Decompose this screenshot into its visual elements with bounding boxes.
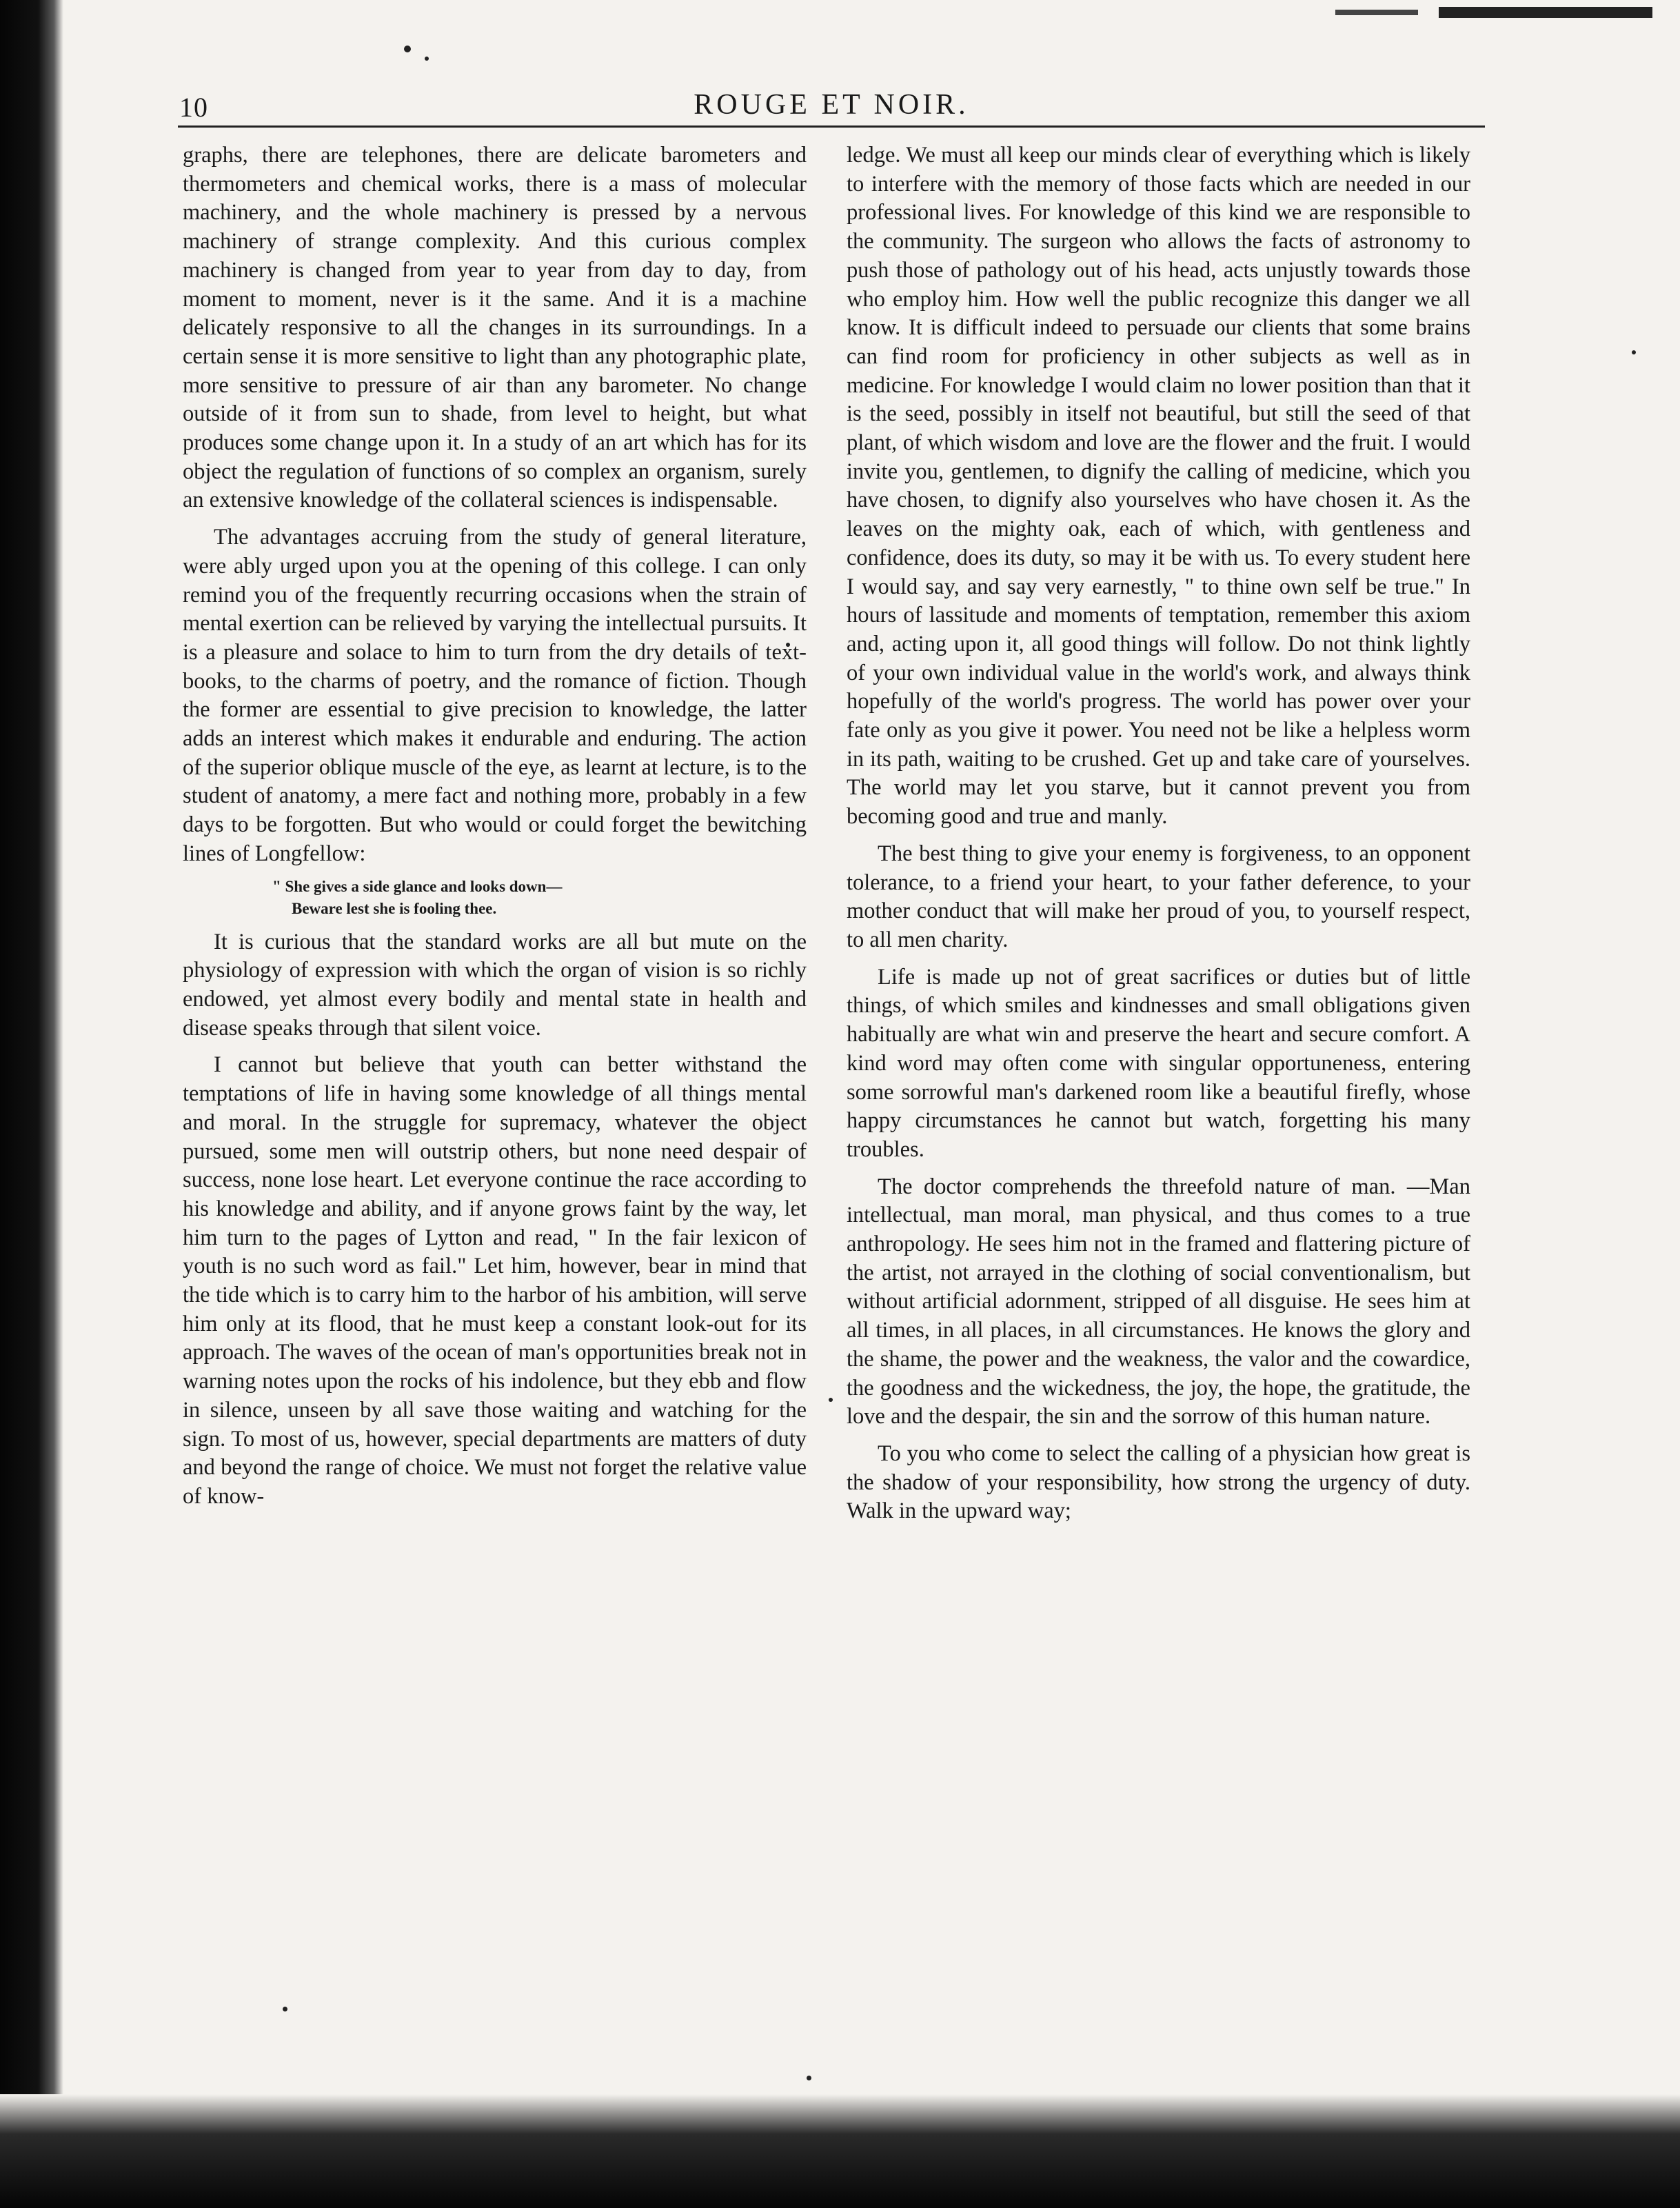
scan-shadow-left (0, 0, 63, 2208)
poem-line: " She gives a side glance and looks down— (272, 877, 563, 895)
left-column (183, 141, 807, 1512)
ink-speck (425, 57, 429, 61)
paragraph: The doctor comprehends the threefold nature of man. —Man intellectual, man moral, man physical, and thus comes to a true anthropology. He sees him not in the framed and flattering picture of the artist, not arrayed in the clothing of social conventionalism, but without artificial adornment, stripped of all disguise. He sees him at all times, in all places, in all circumstances. He knows the glory and the shame, the power and the weakness, the valor and the cowardice, the goodness and the wickedness, the joy, the hope, the gratitude, the love and the despair, the sin and the sorrow of this human nature. (847, 1174, 1470, 1429)
ink-speck (404, 46, 411, 52)
poem-quote (272, 876, 807, 920)
paragraph: The advantages accruing from the study of general literature, were ably urged upon you at the opening of this college. I can only remind you of the frequently recurring occasions when the strain of mental exertion can be relieved by varying the intellectual pursuits. It is a pleasure and solace to him to turn from the dry details of text-books, to the charms of poetry, and the romance of fiction. Though the former are essential to give precision to knowledge, the latter adds an interest which makes it endurable and enduring. The action of the superior oblique muscle of the eye, as learnt at lecture, is to the student of anatomy, a mere fact and nothing more, probably in a few days to be forgotten. But who would or could forget the bewitching lines of Longfellow: (183, 525, 807, 866)
poem-line: Beware lest she is fooling thee. (292, 899, 497, 917)
paragraph: graphs, there are telephones, there are delicate barometers and thermometers and chemical works, there is a mass of molecular machinery, and the whole machinery is pressed by a nervous machinery of strange complexity. And this curious complex machinery is changed from year to year from day to day, from moment to moment, never is it the same. And it is a machine delicately responsive to all the changes in its surroundings. In a certain sense it is more sensitive to light than any photographic plate, more sensitive to pressure of air than any barometer. No change outside of it from sun to shade, from level to height, but what produces some change upon it. In a study of an art which has for its object the regulation of functions of so complex an organism, surely an extensive knowledge of the collateral sciences is indispensable. (183, 143, 807, 513)
scan-shadow-bottom (0, 2094, 1680, 2208)
running-head (178, 84, 1485, 128)
paragraph: It is curious that the standard works are all but mute on the physiology of expression with which the organ of vision is so richly endowed, yet almost every bodily and mental state in health and disease speaks through that silent voice. (183, 929, 807, 1041)
paragraph: ledge. We must all keep our minds clear of everything which is likely to interfere with the memory of those facts which are needed in our professional lives. For knowledge of this kind we are responsible to the community. The surgeon who allows the facts of astronomy to push those of pathology out of his head, acts unjustly towards those who employ him. How well the public recognize this danger we all know. It is difficult indeed to persuade our clients that some brains can find room for proficiency in other subjects as well as in medicine. For knowledge I would claim no lower position than that it is the seed, possibly in itself not beautiful, but still the seed of that plant, of which wisdom and love are the flower and the fruit. I would invite you, gentlemen, to dignify the calling of medicine, which you have chosen, to dignify also yourselves who have chosen it. As the leaves on the mighty oak, each of which, with gentleness and confidence, does its duty, so may it be with us. To every student here I would say, and say very earnestly, " to thine own self be true." In hours of lassitude and moments of temptation, remember this axiom and, acting upon it, all good things will follow. Do not think lightly of your own individual value in the world's work, and always think hopefully of the world's progress. The world has power over your fate only as you give it power. You need not be like a helpless worm in its path, waiting to be crushed. Get up and take care of yourselves. The world may let you starve, but it cannot prevent you from becoming good and true and manly. (847, 143, 1470, 830)
right-column (847, 141, 1470, 1526)
paragraph: The best thing to give your enemy is forgiveness, to an opponent tolerance, to a friend your heart, to your father deference, to your mother conduct that will make her proud of you, to yourself respect, to all men charity. (847, 841, 1470, 952)
scan-mark-top (1439, 7, 1652, 18)
ink-speck (807, 2076, 811, 2080)
scan-mark-top-small (1335, 10, 1418, 15)
journal-title: ROUGE ET NOIR. (694, 89, 969, 121)
page-number: 10 (179, 92, 208, 123)
paragraph: To you who come to select the calling of a physician how great is the shadow of your responsibility, how strong the urgency of duty. Walk in the upward way; (847, 1441, 1470, 1524)
paragraph: I cannot but believe that youth can better withstand the temptations of life in having some knowledge of all things mental and moral. In the struggle for supremacy, whatever the object pursued, some men will outstrip others, but none need despair of success, none lose heart. Let everyone continue the race according to his knowledge and ability, and if anyone grows faint by the way, let him turn to the pages of Lytton and read, " In the fair lexicon of youth is no such word as fail." Let him, however, bear in mind that the tide which is to carry him to the harbor of his ambition, will serve him only at its flood, that he must keep a constant look-out for its approach. The waves of the ocean of man's opportunities break not in warning notes upon the rocks of his indolence, but they ebb and flow in silence, unseen by all save those waiting and watching for the sign. To most of us, however, special departments are matters of duty and beyond the range of choice. We must not forget the relative value of know- (183, 1052, 807, 1509)
paragraph: Life is made up not of great sacrifices or duties but of little things, of which smiles and kindnesses and small obligations given habitually are what win and preserve the heart and secure comfort. A kind word may often come with singular opportuneness, entering some sorrowful man's darkened room like a beautiful firefly, whose happy circumstances he cannot but watch, forgetting his many troubles. (847, 964, 1470, 1162)
ink-speck (1632, 350, 1636, 354)
ink-speck (283, 2007, 287, 2011)
ink-speck (829, 1398, 833, 1402)
